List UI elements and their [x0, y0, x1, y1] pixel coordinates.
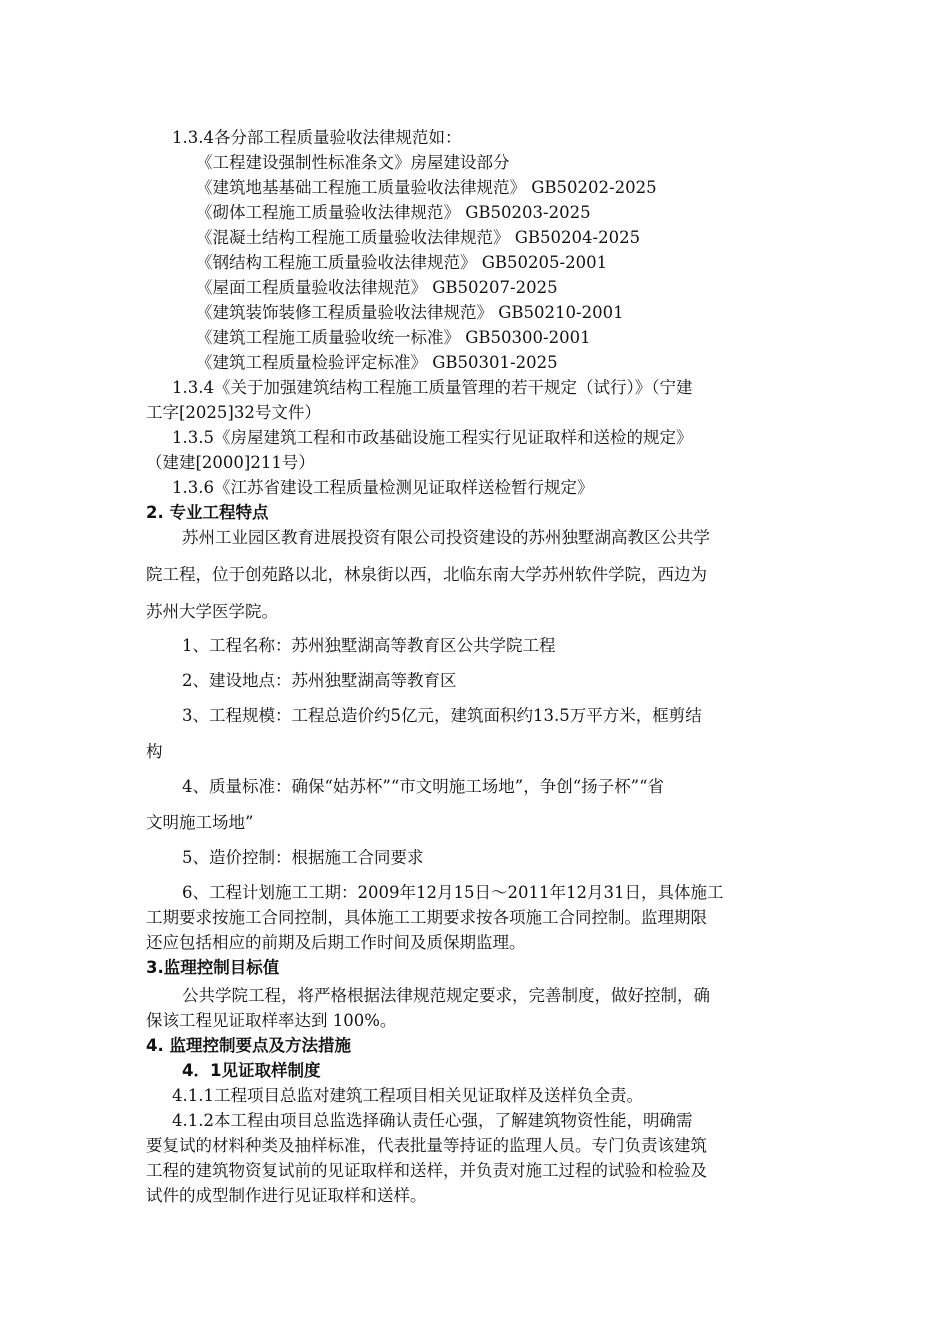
clause-4-1-2-line1: 4.1.2本工程由项目总监选择确认责任心强，了解建筑物资性能，明确需 [172, 1111, 693, 1130]
target-line2: 保该工程见证取样率达到 100%。 [146, 1011, 397, 1030]
intro-line1: 苏州工业园区教育进展投资有限公司投资建设的苏州独墅湖高教区公共学 [182, 528, 710, 547]
schedule-line3: 还应包括相应的前期及后期工作时间及质保期监理。 [146, 933, 526, 952]
clause-1-3-4-line1: 1.3.4《关于加强建筑结构工程施工质量管理的若干规定（试行）》（宁建 [172, 378, 693, 397]
cost-control: 5、造价控制：根据施工合同要求 [182, 848, 424, 867]
project-name: 1、工程名称：苏州独墅湖高等教育区公共学院工程 [182, 636, 556, 655]
clause-1-3-5-line1: 1.3.5《房屋建筑工程和市政基础设施工程实行见证取样和送检的规定》 [172, 428, 693, 447]
schedule-line1: 6、工程计划施工工期：2009年12月15日～2011年12月31日，具体施工 [182, 883, 724, 902]
project-scale-line1: 3、工程规模：工程总造价约5亿元，建筑面积约13.5万平方米，框剪结 [182, 706, 702, 725]
target-line1: 公共学院工程，将严格根据法律规范规定要求，完善制度，做好控制，确 [182, 986, 710, 1005]
clause-4-1-2-line2: 要复试的材料种类及抽样标准，代表批量等持证的监理人员。专门负责该建筑 [146, 1136, 707, 1155]
clause-1-3-6: 1.3.6《江苏省建设工程质量检测见证取样送检暂行规定》 [172, 478, 594, 497]
intro-line3: 苏州大学医学院。 [146, 602, 278, 621]
clause-1-3-5-line2: （建建[2000]211号） [146, 453, 315, 472]
intro-line2: 院工程，位于创苑路以北，林泉街以西，北临东南大学苏州软件学院，西边为 [146, 565, 707, 584]
section-2-heading: 2. 专业工程特点 [146, 503, 269, 522]
standard-item: 《建筑装饰装修工程质量验收法律规范》 GB50210-2001 [196, 303, 624, 322]
project-scale-line2: 构 [146, 742, 163, 761]
project-location: 2、建设地点：苏州独墅湖高等教育区 [182, 671, 457, 690]
clause-4-1-1: 4.1.1工程项目总监对建筑工程项目相关见证取样及送样负全责。 [172, 1086, 643, 1105]
standard-item: 《建筑地基基础工程施工质量验收法律规范》 GB50202-2025 [196, 178, 657, 197]
quality-standard-line2: 文明施工场地” [146, 813, 254, 832]
standard-item: 《钢结构工程施工质量验收法律规范》 GB50205-2001 [196, 253, 608, 272]
quality-standard-line1: 4、质量标准：确保“姑苏杯”“市文明施工场地”，争创“扬子杯”“省 [182, 777, 665, 796]
clause-1-3-4-heading: 1.3.4各分部工程质量验收法律规范如： [172, 128, 462, 147]
standard-item: 《混凝土结构工程施工质量验收法律规范》 GB50204-2025 [196, 228, 641, 247]
subsection-4-1-heading: 4．1见证取样制度 [182, 1061, 321, 1080]
section-4-heading: 4. 监理控制要点及方法措施 [146, 1036, 351, 1055]
standard-item: 《砌体工程施工质量验收法律规范》 GB50203-2025 [196, 203, 591, 222]
section-3-heading: 3.监理控制目标值 [146, 958, 280, 977]
clause-4-1-2-line3: 工程的建筑物资复试前的见证取样和送样，并负责对施工过程的试验和检验及 [146, 1161, 707, 1180]
standard-item: 《建筑工程施工质量验收统一标准》 GB50300-2001 [196, 328, 591, 347]
standard-item: 《工程建设强制性标准条文》房屋建设部分 [196, 153, 510, 172]
clause-1-3-4-line2: 工字[2025]32号文件） [146, 403, 321, 422]
standard-item: 《屋面工程质量验收法律规范》 GB50207-2025 [196, 278, 558, 297]
schedule-line2: 工期要求按施工合同控制，具体施工工期要求按各项施工合同控制。监理期限 [146, 908, 707, 927]
standard-item: 《建筑工程质量检验评定标准》 GB50301-2025 [196, 353, 558, 372]
clause-4-1-2-line4: 试件的成型制作进行见证取样和送样。 [146, 1186, 427, 1205]
